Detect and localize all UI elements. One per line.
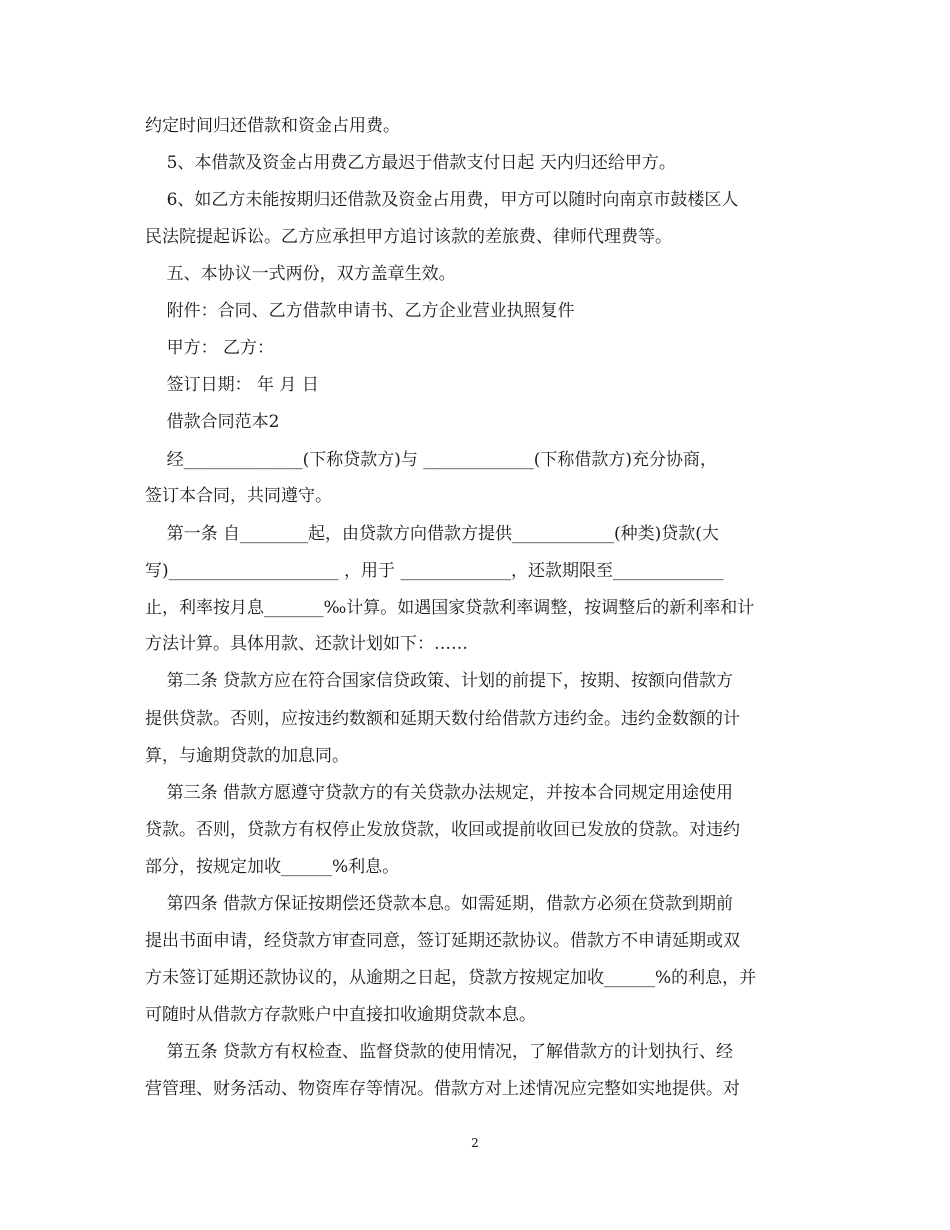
- text-line: 方未签订延期还款协议的，从逾期之日起，贷款方按规定加收______%的利息，并: [145, 968, 757, 988]
- text-line: 签订本合同，共同遵守。: [145, 486, 332, 506]
- text-line: 营管理、财务活动、物资库存等情况。借款方对上述情况应完整如实地提供。对: [145, 1079, 740, 1099]
- section-heading: 借款合同范本2: [145, 412, 280, 432]
- text-line: 附件：合同、乙方借款申请书、乙方企业营业执照复件: [145, 301, 575, 321]
- text-line: 止，利率按月息_______‰计算。如遇国家贷款利率调整，按调整后的新利率和计: [145, 598, 755, 618]
- text-line: 6、如乙方未能按期归还借款及资金占用费，甲方可以随时向南京市鼓楼区人: [145, 190, 739, 210]
- text-line: 第二条 贷款方应在符合国家信贷政策、计划的前提下，按期、按额向借款方: [145, 671, 734, 691]
- text-line: 写)____________________ ，用于 _____________，还款期限至_____________: [145, 561, 724, 581]
- text-line: 贷款。否则，贷款方有权停止发放贷款，收回或提前收回已发放的贷款。对违约: [145, 820, 740, 840]
- text-line: 可随时从借款方存款账户中直接扣收逾期贷款本息。: [145, 1005, 536, 1025]
- text-line: 第五条 贷款方有权检查、监督贷款的使用情况，了解借款方的计划执行、经: [145, 1042, 734, 1062]
- text-line: 提供贷款。否则，应按违约数额和延期天数付给借款方违约金。违约金数额的计: [145, 709, 740, 729]
- text-line: 经______________(下称贷款方)与 _____________(下称借款方)充分协商，: [145, 450, 718, 470]
- text-line: 提出书面申请，经贷款方审查同意，签订延期还款协议。借款方不申请延期或双: [145, 931, 740, 951]
- text-line: 约定时间归还借款和资金占用费。: [145, 116, 400, 136]
- text-line: 算，与逾期贷款的加息同。: [145, 746, 349, 766]
- text-line: 民法院提起诉讼。乙方应承担甲方追讨该款的差旅费、律师代理费等。: [145, 227, 672, 247]
- text-line: 第一条 自________起，由贷款方向借款方提供____________(种类)贷款(大: [145, 524, 719, 544]
- text-line: 甲方： 乙方：: [145, 338, 275, 358]
- text-line: 签订日期： 年 月 日: [145, 375, 319, 395]
- text-line: 五、本协议一式两份，双方盖章生效。: [145, 264, 456, 284]
- text-line: 方法计算。具体用款、还款计划如下：……: [145, 634, 468, 654]
- text-line: 第四条 借款方保证按期偿还贷款本息。如需延期，借款方必须在贷款到期前: [145, 894, 734, 914]
- page-number: 2: [471, 1136, 479, 1150]
- text-line: 第三条 借款方愿遵守贷款方的有关贷款办法规定，并按本合同规定用途使用: [145, 783, 734, 803]
- text-line: 部分，按规定加收______%利息。: [145, 857, 400, 877]
- text-line: 5、本借款及资金占用费乙方最迟于借款支付日起 天内归还给甲方。: [145, 153, 676, 173]
